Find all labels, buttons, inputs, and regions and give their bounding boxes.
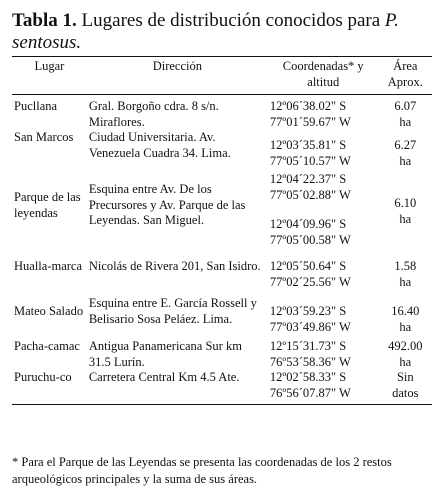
- coord-lon: 77º02´25.56" W: [269, 274, 351, 289]
- table-row: [12, 290, 432, 335]
- cell-area: [379, 251, 432, 290]
- area-value: Sin: [396, 370, 414, 384]
- cell-area: [379, 95, 432, 131]
- cell-area: [379, 370, 432, 405]
- coord-lat: 12º02´58.33" S: [269, 370, 347, 384]
- area-unit: ha: [399, 153, 412, 168]
- coord-lon: 77º03´49.86" W: [269, 319, 351, 334]
- area-value: 16.40: [391, 304, 420, 318]
- cell-place: Pucllana: [14, 99, 58, 113]
- area-unit: ha: [399, 319, 412, 334]
- coord-lon: 77º05´10.57" W: [269, 153, 351, 168]
- cell-area: [379, 130, 432, 172]
- cell-place: Hualla-marca: [14, 259, 83, 273]
- cell-address: Nicolás de Rivera 201, San Isidro.: [88, 259, 261, 273]
- cell-coordinates: [268, 130, 379, 172]
- caption-species: P. sentosus.: [12, 10, 399, 53]
- cell-coordinates: [268, 172, 379, 251]
- table-row: [12, 335, 432, 370]
- header-address: Dirección: [87, 57, 268, 95]
- cell-place: Parque de las leyendas: [14, 190, 81, 220]
- coord-lat: 12º04´22.37" S: [269, 172, 347, 186]
- cell-place: Puruchu-co: [12, 370, 87, 405]
- header-area: [379, 57, 432, 95]
- cell-coordinates: [268, 95, 379, 131]
- header-coordinates-line1: Coordenadas* y: [282, 59, 364, 73]
- cell-address: Ciudad Universitaria. Av. Venezuela Cuadra 34. Lima.: [88, 130, 231, 160]
- cell-coordinates: [268, 370, 379, 405]
- distribution-table: [12, 56, 432, 405]
- coord-lon: 76º53´58.36" W: [269, 354, 351, 369]
- cell-place: Mateo Salado: [14, 304, 84, 318]
- cell-coordinates: [268, 335, 379, 370]
- area-unit: ha: [399, 114, 412, 129]
- area-unit: ha: [399, 354, 412, 369]
- table-footnote: * Para el Parque de las Leyendas se presenta las coordenadas de los 2 restos arqueológicos principales y la suma de sus áreas.: [12, 455, 392, 486]
- cell-coordinates: [268, 290, 379, 335]
- cell-address: Antigua Panamericana Sur km 31.5 Lurín.: [88, 339, 242, 369]
- header-coordinates-line2: altitud: [307, 74, 340, 89]
- cell-place: San Marcos: [14, 130, 74, 144]
- cell-place: Pacha-camac: [14, 339, 80, 353]
- table-row: [12, 370, 432, 405]
- coord-lon-2: 77º05´00.58" W: [269, 232, 351, 247]
- area-value: 492.00: [388, 339, 423, 353]
- cell-area: [379, 172, 432, 251]
- table-row: [12, 130, 432, 172]
- area-unit: ha: [399, 274, 412, 289]
- area-value: 6.27: [394, 138, 417, 152]
- area-value: 1.58: [394, 259, 417, 273]
- coord-lat: 12º03´35.81" S: [269, 138, 347, 152]
- table-row: [12, 251, 432, 290]
- caption-label: Tabla 1.: [12, 10, 77, 31]
- header-area-line2: Aprox.: [387, 74, 423, 89]
- area-value: 6.10: [394, 196, 417, 210]
- area-unit: datos: [392, 385, 419, 400]
- coord-lon: 77º05´02.88" W: [269, 187, 351, 202]
- cell-area: [379, 290, 432, 335]
- table-row: [12, 172, 432, 251]
- coord-lat-2: 12º04´09.96" S: [269, 217, 347, 231]
- cell-address: Gral. Borgoño cdra. 8 s/n. Miraflores.: [88, 99, 219, 129]
- table-caption: [12, 10, 432, 54]
- coord-lat: 12º06´38.02" S: [269, 99, 347, 113]
- table-row: [12, 95, 432, 131]
- cell-coordinates: [268, 251, 379, 290]
- cell-address: Esquina entre Av. De los Precursores y Av. Parque de las Leyendas. San Miguel.: [88, 182, 246, 227]
- coord-lon: 76º56´07.87" W: [269, 385, 351, 400]
- area-value: 6.07: [394, 99, 417, 113]
- coord-lat: 12º03´59.23" S: [269, 304, 347, 318]
- caption-title: Lugares de distribución conocidos para: [81, 10, 381, 31]
- cell-area: [379, 335, 432, 370]
- coord-lat: 12º15´31.73" S: [269, 339, 347, 353]
- cell-address: Carretera Central Km 4.5 Ate.: [87, 370, 268, 405]
- coord-lon: 77º01´59.67" W: [269, 114, 351, 129]
- coord-lat: 12º05´50.64" S: [269, 259, 347, 273]
- header-row: [12, 57, 432, 95]
- cell-address: Esquina entre E. García Rossell y Belisario Sosa Peláez. Lima.: [88, 296, 257, 326]
- header-place: Lugar: [12, 57, 87, 95]
- header-area-line1: Área: [393, 59, 418, 73]
- area-unit: ha: [399, 211, 412, 226]
- header-coordinates: [268, 57, 379, 95]
